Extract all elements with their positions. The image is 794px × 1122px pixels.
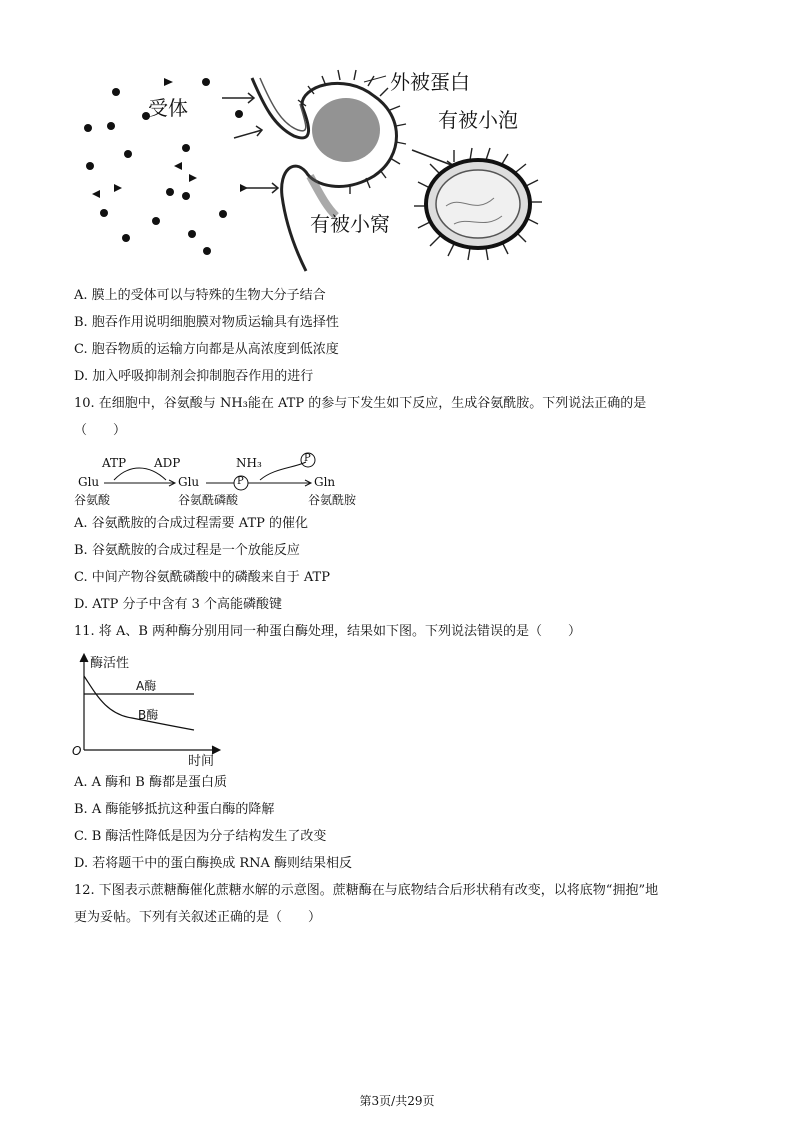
q10-stem-line1: 10. 在细胞中，谷氨酸与 NH₃能在 ATP 的参与下发生如下反应，生成谷氨酰胺。下列说法正确的是 [74, 396, 647, 411]
reaction-glu2: Glu [178, 475, 200, 489]
q9-option-a: A. 膜上的受体可以与特殊的生物大分子结合 [74, 288, 326, 303]
q10-option-a: A. 谷氨酰胺的合成过程需要 ATP 的催化 [74, 516, 309, 531]
reaction-atp: ATP [102, 456, 127, 470]
q9-option-b: B. 胞吞作用说明细胞膜对物质运输具有选择性 [74, 315, 339, 330]
page-number: 第3页/共29页 [359, 1094, 435, 1108]
q10-option-d: D. ATP 分子中含有 3 个高能磷酸键 [74, 597, 282, 612]
q12-stem-line2: 更为妥帖。下列有关叙述正确的是（ ） [74, 910, 322, 925]
label-coated-pit: 有被小窝 [310, 212, 390, 236]
label-coat-protein: 外被蛋白 [390, 70, 470, 94]
reaction-intermediate-cn: 谷氨酰磷酸 [178, 493, 239, 507]
enzyme-activity-chart [72, 650, 232, 768]
reaction-adp: ADP [154, 456, 181, 470]
chart-ylabel: 酶活性 [90, 656, 130, 671]
reaction-glu: Glu [78, 475, 100, 489]
q9-option-d: D. 加入呼吸抑制剂会抑制胞吞作用的进行 [74, 369, 314, 384]
reaction-glu-cn: 谷氨酸 [74, 493, 111, 507]
endocytosis-illustration [74, 66, 544, 276]
chart-xlabel: 时间 [188, 754, 215, 769]
q10-stem-line2: （ ） [74, 423, 127, 438]
chart-series-b-label: B酶 [138, 708, 159, 722]
endocytosis-figure [74, 66, 544, 276]
q9-option-c: C. 胞吞物质的运输方向都是从高浓度到低浓度 [74, 342, 339, 357]
q11-option-d: D. 若将题干中的蛋白酶换成 RNA 酶则结果相反 [74, 856, 353, 871]
chart-series-a-label: A酶 [136, 679, 157, 693]
q10-option-c: C. 中间产物谷氨酰磷酸中的磷酸来自于 ATP [74, 570, 330, 585]
reaction-p-top: P [304, 453, 311, 464]
reaction-gln: Gln [314, 475, 336, 489]
chart-origin: O [72, 744, 82, 758]
reaction-diagram [74, 450, 374, 508]
reaction-nh3: NH₃ [236, 456, 262, 470]
q11-stem: 11. 将 A、B 两种酶分别用同一种蛋白酶处理，结果如下图。下列说法错误的是（ ） [74, 624, 582, 639]
q10-option-b: B. 谷氨酰胺的合成过程是一个放能反应 [74, 543, 300, 558]
q12-stem-line1: 12. 下图表示蔗糖酶催化蔗糖水解的示意图。蔗糖酶在与底物结合后形状稍有改变，以将底物“拥抱”地 [74, 883, 659, 898]
q11-option-c: C. B 酶活性降低是因为分子结构发生了改变 [74, 829, 327, 844]
reaction-p-mid: P [237, 476, 244, 487]
q11-option-b: B. A 酶能够抵抗这种蛋白酶的降解 [74, 802, 275, 817]
label-receptor: 受体 [148, 96, 188, 120]
reaction-gln-cn: 谷氨酰胺 [308, 493, 357, 507]
q11-option-a: A. A 酶和 B 酶都是蛋白质 [74, 775, 227, 790]
label-coated-vesicle: 有被小泡 [438, 108, 518, 132]
